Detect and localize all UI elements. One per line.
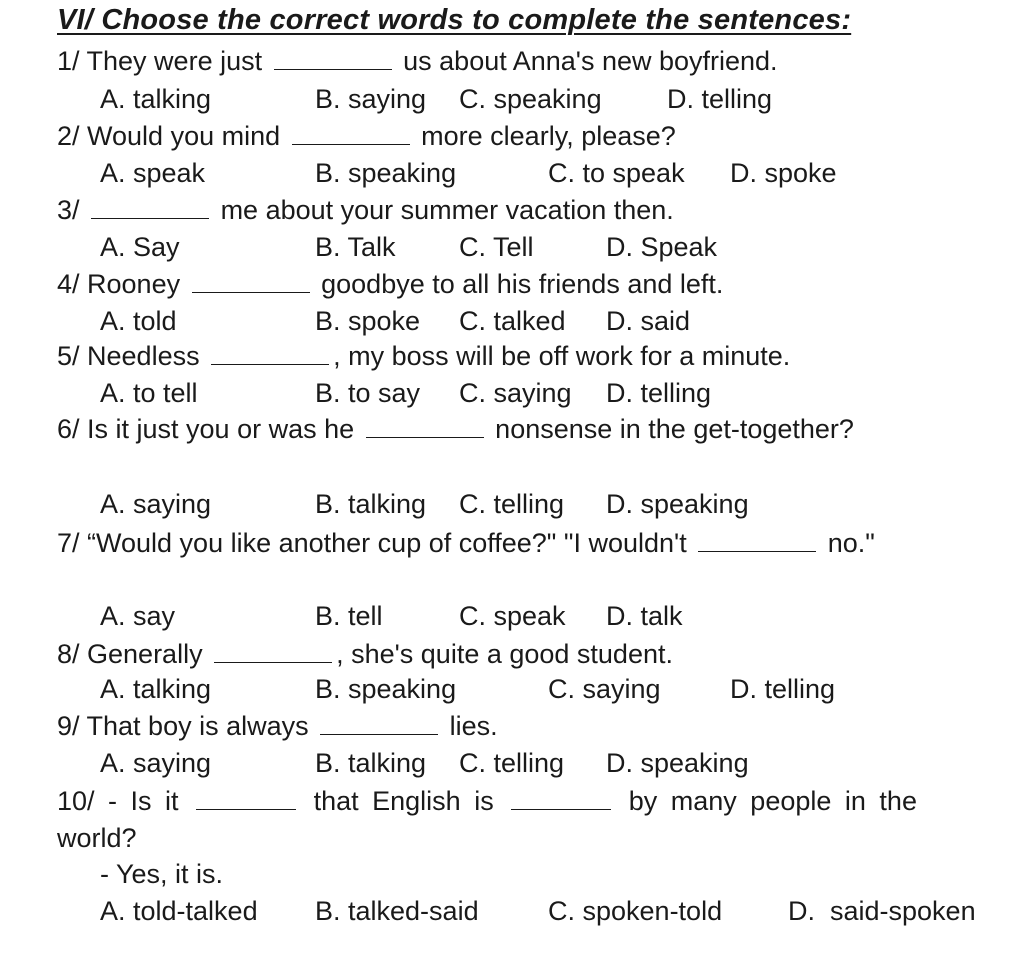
- option-4a: A. told: [100, 306, 177, 336]
- question-10-response: - Yes, it is.: [100, 859, 224, 889]
- option-10b: B. talked-said: [315, 896, 479, 926]
- question-2-pre: 2/ Would you mind: [57, 121, 281, 151]
- option-1b: B. saying: [315, 84, 427, 114]
- option-8b: B. speaking: [315, 674, 457, 704]
- question-6-post: nonsense in the get-together?: [495, 414, 854, 444]
- answer-blank: [366, 415, 484, 438]
- option-9a: A. saying: [100, 748, 212, 778]
- option-2c: C. to speak: [548, 158, 685, 188]
- option-5d: D. telling: [606, 378, 712, 408]
- option-5c: C. saying: [459, 378, 572, 408]
- question-3-post: me about your summer vacation then.: [220, 195, 674, 225]
- option-8d: D. telling: [730, 674, 836, 704]
- option-1a: A. talking: [100, 84, 212, 114]
- option-8a: A. talking: [100, 674, 212, 704]
- question-6-pre: 6/ Is it just you or was he: [57, 414, 355, 444]
- option-3b: B. Talk: [315, 232, 396, 262]
- question-10-mid: that English is: [313, 786, 494, 816]
- question-4: [57, 268, 723, 300]
- option-3c: C. Tell: [459, 232, 534, 262]
- option-3d: D. Speak: [606, 232, 718, 262]
- question-6: [57, 411, 917, 448]
- question-8: [57, 638, 673, 670]
- option-7b: B. tell: [315, 601, 383, 631]
- option-10a: A. told-talked: [100, 896, 258, 926]
- option-5a: A. to tell: [100, 378, 198, 408]
- question-8-post: , she's quite a good student.: [336, 639, 673, 669]
- question-2-post: more clearly, please?: [421, 121, 676, 151]
- answer-blank: [211, 342, 329, 365]
- question-9-post: lies.: [449, 711, 498, 741]
- option-9d: D. speaking: [606, 748, 749, 778]
- question-4-post: goodbye to all his friends and left.: [321, 269, 724, 299]
- answer-blank: [91, 196, 209, 219]
- answer-blank: [274, 47, 392, 70]
- option-5b: B. to say: [315, 378, 421, 408]
- question-1-post: us about Anna's new boyfriend.: [403, 46, 778, 76]
- option-1d: D. telling: [667, 84, 773, 114]
- exercise-title: VI/ Choose the correct words to complete the sentences:: [57, 4, 852, 36]
- question-9-pre: 9/ That boy is always: [57, 711, 309, 741]
- question-3: [57, 194, 674, 226]
- answer-blank: [292, 122, 410, 145]
- option-6c: C. telling: [459, 489, 565, 519]
- option-10c: C. spoken-told: [548, 896, 723, 926]
- question-7-post: no.": [827, 528, 875, 558]
- question-10-post: by many people in the world?: [57, 786, 917, 853]
- answer-blank: [320, 712, 438, 735]
- option-1c: C. speaking: [459, 84, 602, 114]
- answer-blank: [511, 787, 611, 810]
- option-9c: C. telling: [459, 748, 565, 778]
- question-5-post: , my boss will be off work for a minute.: [333, 341, 791, 371]
- option-6b: B. talking: [315, 489, 427, 519]
- question-10-pre: 10/ - Is it: [57, 786, 179, 816]
- option-2b: B. speaking: [315, 158, 457, 188]
- question-1-pre: 1/ They were just: [57, 46, 263, 76]
- question-9: [57, 710, 498, 742]
- answer-blank: [698, 529, 816, 552]
- option-3a: A. Say: [100, 232, 180, 262]
- option-6d: D. speaking: [606, 489, 749, 519]
- question-10: [57, 783, 917, 857]
- option-6a: A. saying: [100, 489, 212, 519]
- option-4b: B. spoke: [315, 306, 421, 336]
- option-2a: A. speak: [100, 158, 206, 188]
- option-7d: D. talk: [606, 601, 683, 631]
- answer-blank: [214, 640, 332, 663]
- option-10d: D. said-spoken: [788, 896, 976, 926]
- question-3-pre: 3/: [57, 195, 80, 225]
- question-7: [57, 525, 917, 562]
- option-4c: C. talked: [459, 306, 566, 336]
- question-5: [57, 340, 790, 372]
- question-5-pre: 5/ Needless: [57, 341, 200, 371]
- question-7-pre: 7/ “Would you like another cup of coffee?" "I wouldn't: [57, 528, 687, 558]
- answer-blank: [192, 270, 310, 293]
- option-9b: B. talking: [315, 748, 427, 778]
- option-4d: D. said: [606, 306, 691, 336]
- option-7a: A. say: [100, 601, 176, 631]
- option-2d: D. spoke: [730, 158, 837, 188]
- option-8c: C. saying: [548, 674, 661, 704]
- question-8-pre: 8/ Generally: [57, 639, 203, 669]
- answer-blank: [196, 787, 296, 810]
- question-2: [57, 120, 676, 152]
- question-4-pre: 4/ Rooney: [57, 269, 181, 299]
- option-7c: C. speak: [459, 601, 566, 631]
- question-1: [57, 45, 778, 77]
